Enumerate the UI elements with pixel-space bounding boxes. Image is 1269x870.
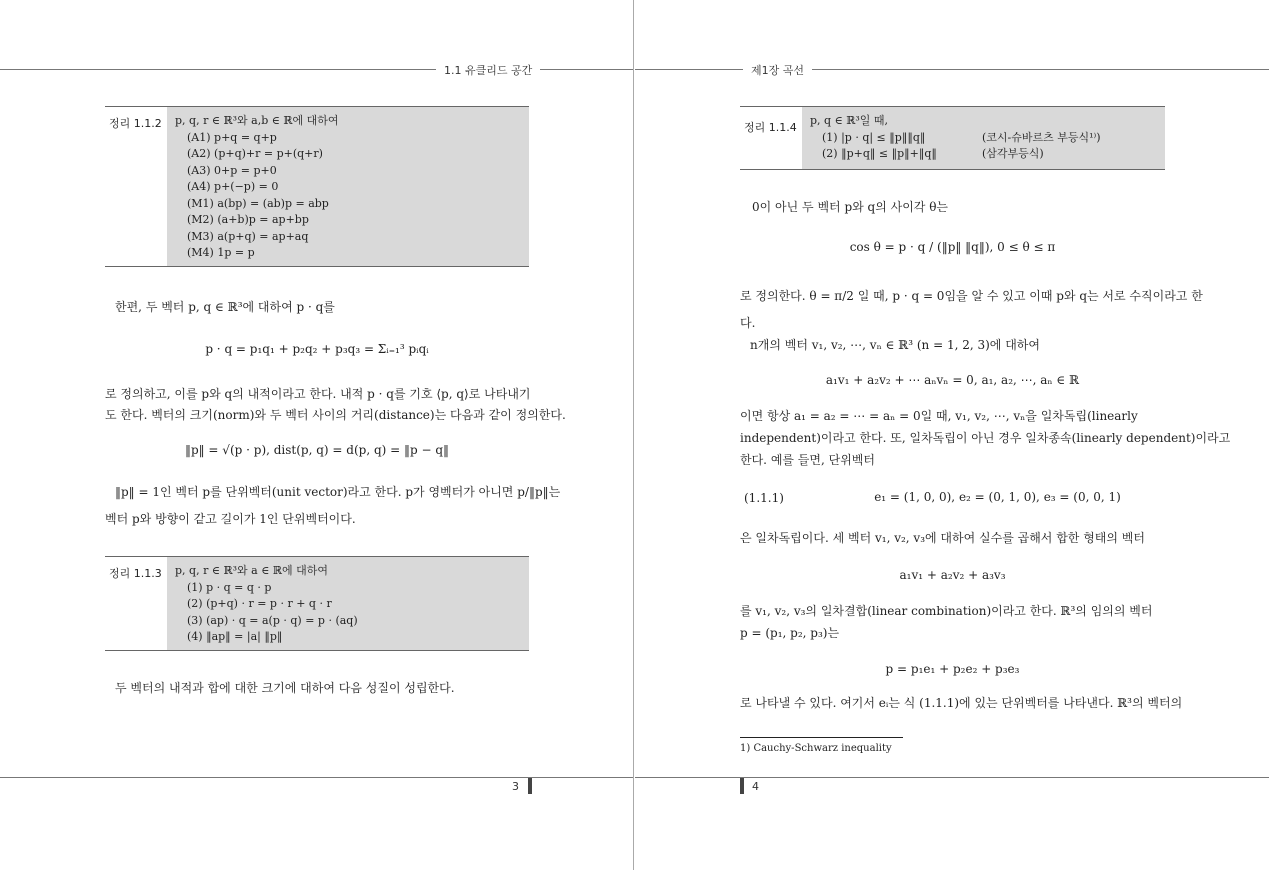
paragraph: 벡터 p와 방향이 같고 길이가 1인 단위벡터이다. xyxy=(105,512,356,526)
paragraph: 두 벡터의 내적과 합에 대한 크기에 대하여 다음 성질이 성립한다. xyxy=(115,681,455,695)
theorem-label: 정리 1.1.3 xyxy=(105,557,171,650)
footer-rule xyxy=(635,777,1269,778)
footnote: 1) Cauchy-Schwarz inequality xyxy=(740,743,892,754)
theorem-line: (M2) (a+b)p = ap+bp xyxy=(187,213,309,226)
paragraph: 로 정의하고, 이를 p와 q의 내적이라고 한다. 내적 p · q를 기호 ⟨p, q⟩로 나타내기 xyxy=(105,387,531,401)
theorem-1-1-2 xyxy=(105,106,529,267)
theorem-line: (A2) (p+q)+r = p+(q+r) xyxy=(187,147,323,160)
paragraph: 로 나타낼 수 있다. 여기서 eᵢ는 식 (1.1.1)에 있는 단위벡터를 나타낸다. ℝ³의 벡터의 xyxy=(740,696,1183,710)
paragraph: 한편, 두 벡터 p, q ∈ ℝ³에 대하여 p · q를 xyxy=(115,300,335,314)
theorem-line: (3) (ap) · q = a(p · q) = p · (aq) xyxy=(187,613,358,627)
theorem-line: (M3) a(p+q) = ap+aq xyxy=(187,229,309,243)
theorem-note: (코시-슈바르츠 부등식¹⁾) xyxy=(982,130,1101,144)
paragraph: 로 정의한다. θ = π/2 일 때, p · q = 0임을 알 수 있고 이때 p와 q는 서로 수직이라고 한 xyxy=(740,289,1203,303)
paragraph: 0이 아닌 두 벡터 p와 q의 사이각 θ는 xyxy=(752,200,949,214)
paragraph: 한다. 예를 들면, 단위벡터 xyxy=(740,453,875,467)
paragraph: 다. xyxy=(740,316,756,330)
theorem-label: 정리 1.1.2 xyxy=(105,107,171,266)
equation-unit-vectors: e₁ = (1, 0, 0), e₂ = (0, 1, 0), e₃ = (0, 0, 1) xyxy=(874,490,1121,504)
theorem-line: (A1) p+q = q+p xyxy=(187,130,277,144)
theorem-line: (4) ‖ap‖ = |a| ‖p‖ xyxy=(187,630,283,643)
paragraph: 은 일차독립이다. 세 벡터 v₁, v₂, v₃에 대하여 실수를 곱해서 합한 형태의 벡터 xyxy=(740,531,1145,545)
equation-combination: a₁v₁ + a₂v₂ + a₃v₃ xyxy=(899,568,1006,582)
theorem-line: (2) (p+q) · r = p · r + q · r xyxy=(187,597,332,610)
footer-rule xyxy=(0,777,633,778)
theorem-line: p, q, r ∈ ℝ³와 a,b ∈ ℝ에 대하여 xyxy=(175,114,339,127)
header-rule xyxy=(635,69,1269,70)
running-header: 1.1 유클리드 공간 xyxy=(436,62,540,78)
paragraph: independent)이라고 한다. 또, 일차독립이 아닌 경우 일차종속(linearly dependent)이라고 xyxy=(740,431,1231,445)
equation-linear: a₁v₁ + a₂v₂ + ⋯ aₙvₙ = 0, a₁, a₂, ⋯, aₙ ∈ ℝ xyxy=(825,373,1080,387)
paragraph: 도 한다. 벡터의 크기(norm)와 두 벡터 사이의 거리(distance)는 다음과 같이 정의한다. xyxy=(105,408,566,422)
page-number: 4 xyxy=(752,780,759,793)
paragraph: 이면 항상 a₁ = a₂ = ⋯ = aₙ = 0일 때, v₁, v₂, ⋯, vₙ을 일차독립(linearly xyxy=(740,409,1138,423)
theorem-line: (1) p · q = q · p xyxy=(187,580,272,594)
paragraph: p = (p₁, p₂, p₃)는 xyxy=(740,626,840,640)
theorem-line: (M1) a(bp) = (ab)p = abp xyxy=(187,196,329,210)
left-page xyxy=(0,0,633,870)
page-marker xyxy=(528,778,532,794)
running-header: 제1장 곡선 xyxy=(743,62,812,78)
theorem-line: (A3) 0+p = p+0 xyxy=(187,163,277,177)
paragraph: 를 v₁, v₂, v₃의 일차결합(linear combination)이라고 한다. ℝ³의 임의의 벡터 xyxy=(740,604,1153,618)
theorem-body xyxy=(802,107,1165,169)
paragraph: n개의 벡터 v₁, v₂, ⋯, vₙ ∈ ℝ³ (n = 1, 2, 3)에 대하여 xyxy=(750,338,1040,352)
equation-norm: ‖p‖ = √(p · p), dist(p, q) = d(p, q) = ‖p − q‖ xyxy=(184,443,450,457)
page-marker xyxy=(740,778,744,794)
paragraph: ‖p‖ = 1인 벡터 p를 단위벡터(unit vector)라고 한다. p가 영벡터가 아니면 p/‖p‖는 xyxy=(115,485,561,499)
equation-tag: (1.1.1) xyxy=(744,491,784,505)
theorem-1-1-3 xyxy=(105,556,529,651)
equation-dot-product: p · q = p₁q₁ + p₂q₂ + p₃q₃ = Σᵢ₌₁³ pᵢqᵢ xyxy=(205,342,429,356)
theorem-body xyxy=(167,557,529,650)
page-gutter xyxy=(633,0,634,870)
theorem-item: (2) ‖p+q‖ ≤ ‖p‖+‖q‖ xyxy=(822,147,937,160)
equation-angle: cos θ = p · q / (‖p‖ ‖q‖), 0 ≤ θ ≤ π xyxy=(849,240,1056,254)
theorem-item: (1) |p · q| ≤ ‖p‖‖q‖ xyxy=(822,130,926,144)
footnote-rule xyxy=(740,737,903,738)
theorem-body xyxy=(167,107,529,266)
theorem-line: (M4) 1p = p xyxy=(187,246,255,259)
right-page xyxy=(635,0,1269,870)
theorem-note: (삼각부등식) xyxy=(982,147,1044,160)
page-number: 3 xyxy=(512,780,519,793)
theorem-1-1-4 xyxy=(740,106,1165,170)
equation-p: p = p₁e₁ + p₂e₂ + p₃e₃ xyxy=(885,662,1020,676)
theorem-label: 정리 1.1.4 xyxy=(740,107,806,169)
theorem-line: p, q, r ∈ ℝ³와 a ∈ ℝ에 대하여 xyxy=(175,564,328,577)
theorem-line: p, q ∈ ℝ³일 때, xyxy=(810,114,889,127)
theorem-line: (A4) p+(−p) = 0 xyxy=(187,180,279,193)
